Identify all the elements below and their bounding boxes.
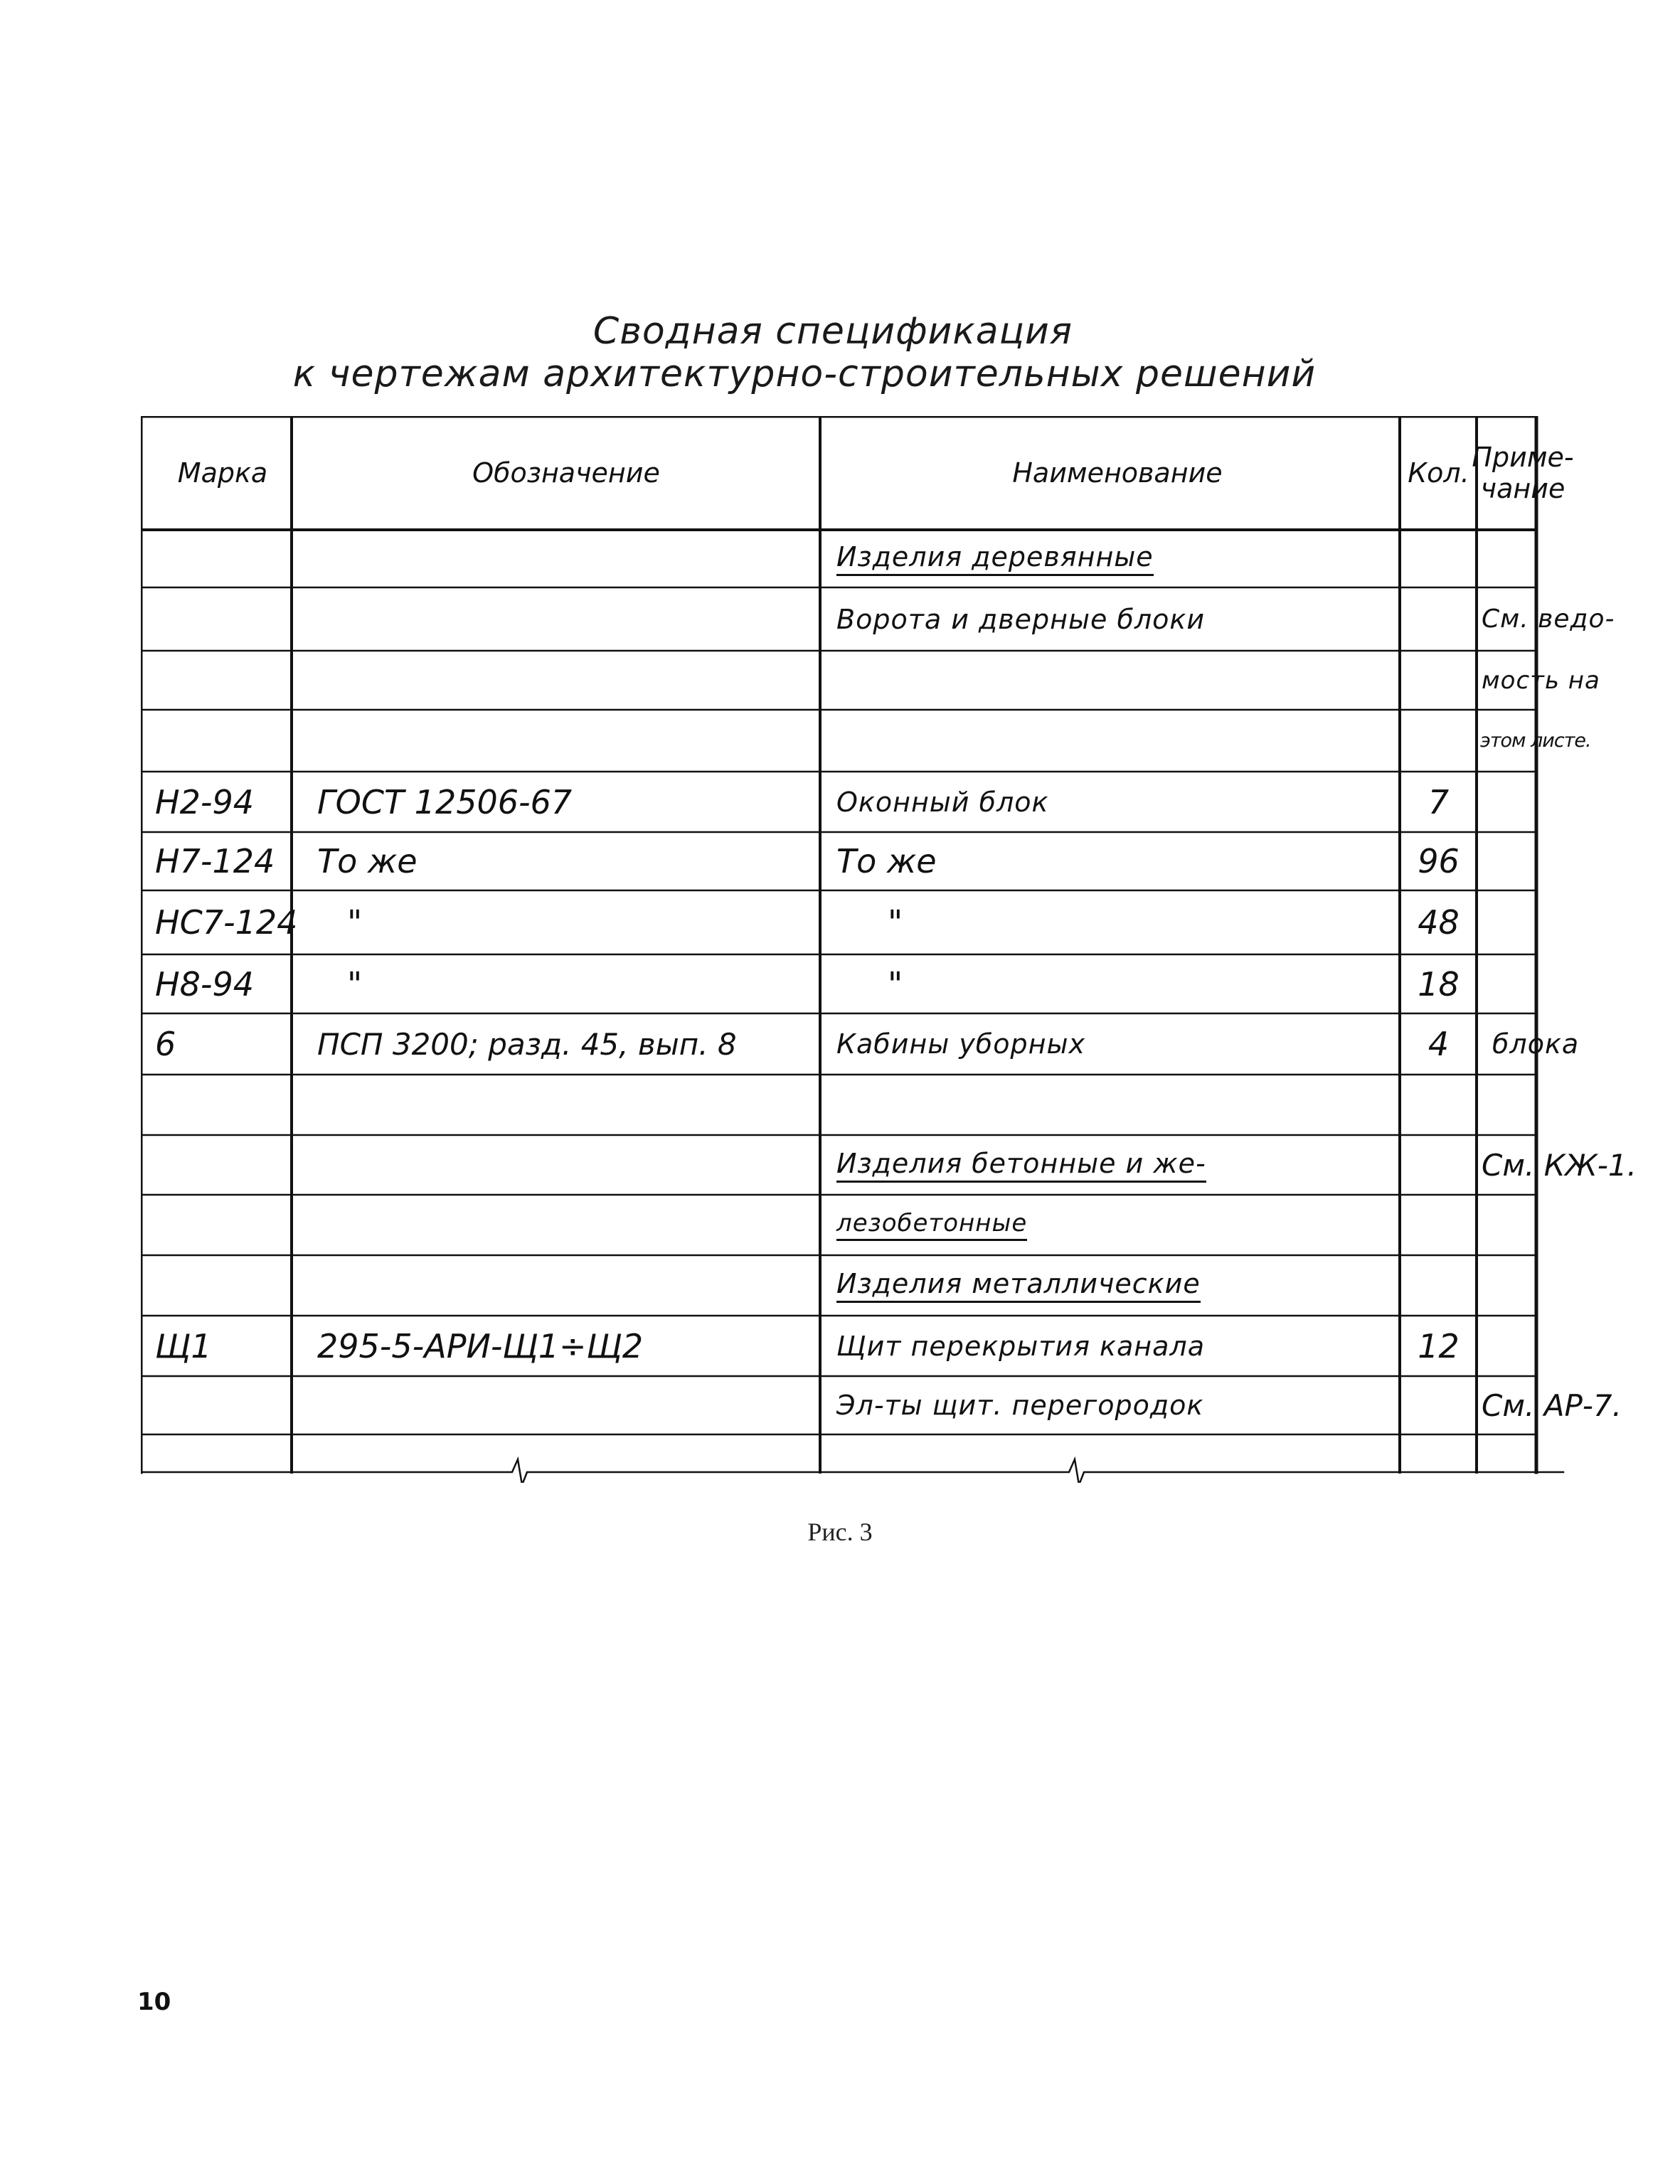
table-row — [141, 1013, 1580, 1075]
cell-naimenovanie — [836, 1434, 1398, 1472]
table-row — [141, 530, 1536, 587]
cell-oboznachenie: ГОСТ 12506-67 — [317, 782, 573, 821]
cell-primechanie — [1482, 1434, 1642, 1472]
cell-marka: Щ1 — [155, 1326, 212, 1365]
table-row — [141, 890, 1536, 954]
cell-kol: 7 — [1428, 782, 1450, 821]
cell-naimenovanie: Оконный блок — [836, 786, 1049, 818]
section-heading: Изделия деревянные — [836, 541, 1154, 576]
table-row — [141, 587, 1615, 651]
table-row — [141, 772, 1536, 832]
cell-naimenovanie — [836, 1255, 1398, 1316]
cell-kol: 12 — [1418, 1326, 1460, 1365]
figure-caption: Рис. 3 — [807, 1518, 873, 1546]
title-line-1: Сводная спецификация — [592, 310, 1073, 353]
table-row — [141, 954, 1536, 1013]
cell-marka — [155, 530, 290, 587]
cell-marka — [155, 1075, 290, 1135]
cell-primechanie — [1482, 530, 1642, 587]
cell-naimenovanie — [836, 1195, 1398, 1255]
table-row — [141, 1195, 1536, 1255]
cell-primechanie: См. ведо- — [1482, 604, 1615, 634]
cell-oboznachenie — [317, 587, 815, 651]
cell-naimenovanie — [836, 710, 1398, 772]
cell-naimenovanie: " — [888, 903, 903, 942]
table-row — [141, 1255, 1536, 1316]
cell-oboznachenie — [317, 710, 815, 772]
title-line-2: к чертежам архитектурно-строительных решений — [292, 353, 1317, 395]
cell-kol — [1402, 1434, 1475, 1472]
cell-kol: 48 — [1418, 903, 1460, 942]
cell-primechanie: См. АР-7. — [1482, 1387, 1622, 1423]
cell-marka — [155, 651, 290, 710]
cell-primechanie: этом листе. — [1480, 730, 1591, 752]
cell-marka: НС7-124 — [155, 903, 298, 942]
cell-kol — [1402, 1255, 1475, 1316]
cell-naimenovanie — [836, 1135, 1398, 1195]
cell-primechanie — [1482, 890, 1642, 954]
cell-marka — [155, 587, 290, 651]
cell-oboznachenie: 295-5-АРИ-Щ1÷Щ2 — [317, 1326, 644, 1365]
header-kol: Кол. — [1408, 457, 1469, 489]
cell-oboznachenie: ПСП 3200; разд. 45, вып. 8 — [317, 1026, 737, 1062]
table-header — [141, 416, 1574, 530]
cell-primechanie — [1482, 832, 1642, 890]
cell-oboznachenie: " — [347, 903, 363, 942]
cell-oboznachenie — [317, 1255, 815, 1316]
section-heading: Изделия бетонные и же- — [836, 1148, 1206, 1183]
section-heading: Изделия металлические — [836, 1268, 1201, 1303]
cell-marka: Н2-94 — [155, 782, 254, 821]
table-row — [141, 1316, 1536, 1376]
cell-marka — [155, 1195, 290, 1255]
cell-naimenovanie: Эл-ты щит. перегородок — [836, 1390, 1204, 1421]
cell-primechanie — [1482, 772, 1642, 832]
cell-marka — [155, 1376, 290, 1434]
cell-primechanie — [1482, 1195, 1642, 1255]
cell-primechanie: блока — [1492, 1028, 1580, 1060]
cell-oboznachenie — [317, 1376, 815, 1434]
cell-marka — [155, 1255, 290, 1316]
cell-oboznachenie — [317, 1434, 815, 1472]
cell-oboznachenie — [317, 1075, 815, 1135]
section-heading: лезобетонные — [836, 1209, 1027, 1241]
cell-kol — [1402, 587, 1475, 651]
cell-oboznachenie — [317, 530, 815, 587]
header-primechanie-line-2: чание — [1480, 473, 1565, 504]
cell-kol — [1402, 710, 1475, 772]
cell-oboznachenie — [317, 1195, 815, 1255]
cell-oboznachenie: То же — [317, 842, 418, 880]
cell-naimenovanie: Щит перекрытия канала — [836, 1330, 1205, 1362]
cell-naimenovanie: То же — [836, 842, 937, 880]
cell-marka: 6 — [155, 1025, 176, 1063]
cell-kol — [1402, 1195, 1475, 1255]
cell-primechanie — [1482, 1255, 1642, 1316]
cell-kol: 18 — [1418, 964, 1460, 1003]
table-row — [141, 1075, 1536, 1135]
cell-marka — [155, 1135, 290, 1195]
page-number: 10 — [137, 1988, 171, 2016]
cell-kol — [1402, 651, 1475, 710]
cell-primechanie: мость на — [1482, 666, 1600, 695]
cell-kol — [1402, 1075, 1475, 1135]
cell-kol — [1402, 1135, 1475, 1195]
table-row — [141, 710, 1591, 772]
cell-oboznachenie — [317, 651, 815, 710]
table-row — [141, 832, 1536, 890]
table-row — [141, 1135, 1637, 1195]
table-row — [141, 1376, 1622, 1434]
cell-naimenovanie: Ворота и дверные блоки — [836, 603, 1206, 635]
table-row — [141, 651, 1600, 710]
header-oboznachenie: Обозначение — [472, 457, 660, 489]
cell-kol — [1402, 530, 1475, 587]
cell-naimenovanie — [836, 651, 1398, 710]
cell-naimenovanie — [836, 1075, 1398, 1135]
cell-oboznachenie: " — [347, 964, 363, 1003]
header-primechanie-line-1: Приме- — [1472, 442, 1574, 473]
header-naimenovanie: Наименование — [1012, 457, 1223, 489]
table-row — [141, 1434, 1536, 1472]
header-primechanie — [1472, 416, 1574, 530]
cell-marka — [155, 1434, 290, 1472]
cell-oboznachenie — [317, 1135, 815, 1195]
cell-marka: Н7-124 — [155, 842, 275, 880]
cell-primechanie: См. КЖ-1. — [1482, 1147, 1637, 1183]
cell-primechanie — [1482, 954, 1642, 1013]
cell-naimenovanie — [836, 530, 1398, 587]
cell-marka — [155, 710, 290, 772]
cell-primechanie — [1482, 1075, 1642, 1135]
cell-kol: 96 — [1418, 842, 1460, 880]
cell-kol — [1402, 1376, 1475, 1434]
cell-kol: 4 — [1428, 1025, 1450, 1063]
cell-primechanie — [1482, 1316, 1642, 1376]
cell-naimenovanie: Кабины уборных — [836, 1028, 1085, 1060]
specification-table — [141, 416, 1637, 1472]
cell-marka: Н8-94 — [155, 964, 254, 1003]
header-marka: Марка — [177, 457, 268, 489]
cell-naimenovanie: " — [888, 964, 903, 1003]
